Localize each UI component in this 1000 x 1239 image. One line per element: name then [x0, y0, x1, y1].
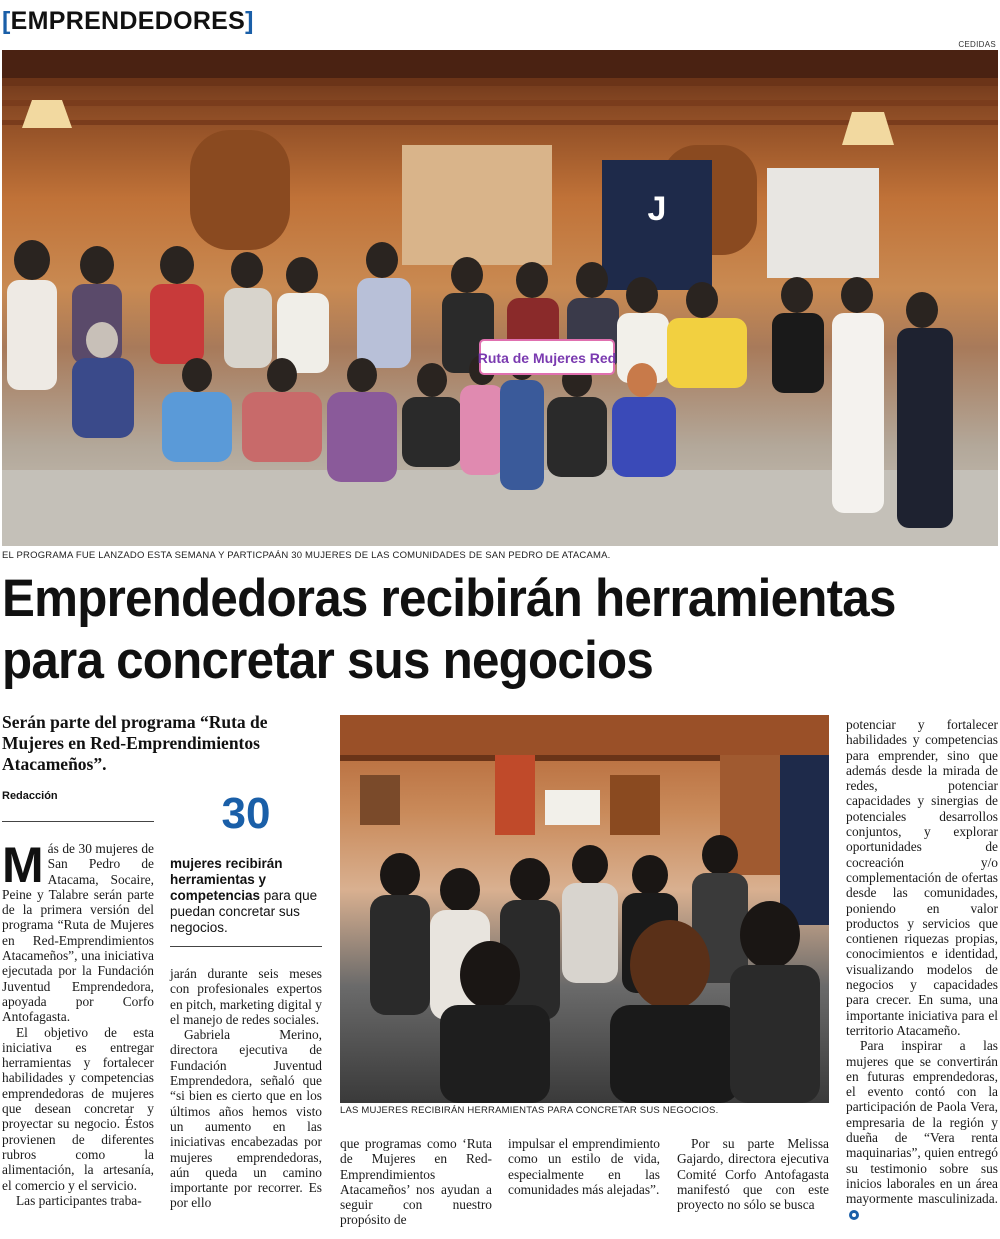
divider	[170, 946, 322, 947]
paragraph: potenciar y fortalecer habilidades y competencias para emprender, sino que además desde la mirada de redes, potenciar capacidades y sinergias de potenciales desarrollos conjuntos, y explorar oportunidades de cocreación y/o complementación de ofertas desde las comunidades, poniendo en valor productos y servicios que contienen riquezas propias, conocimientos e identidad, visualizando modelos de negocios y capacidades para crecer. En suma, una importante iniciativa para el territorio Atacameño.	[846, 717, 998, 1038]
article-column-1	[2, 837, 154, 1208]
divider	[2, 821, 154, 822]
section-tag	[2, 4, 254, 38]
paragraph: impulsar el emprendimiento como un estilo de vida, especialmente en las comunidades más alejadas”.	[508, 1136, 660, 1197]
article-column-6	[846, 717, 998, 1222]
paragraph: Por su parte Melissa Gajardo, directora ejecutiva Comité Corfo Antofagasta manifestó que con este proyecto no sólo se busca	[677, 1136, 829, 1213]
article-column-4	[508, 1136, 660, 1197]
subhead: Serán parte del programa “Ruta de Mujeres en Red-Emprendimientos Atacameños”.	[2, 712, 268, 774]
article-column-5	[677, 1136, 829, 1212]
article-column-2	[170, 966, 322, 1211]
paragraph: Gabriela Merino, directora ejecutiva de Fundación Juventud Emprendedora, señaló que “si bien es cierto que en los últimos años hemos visto un aumento en las iniciativas encabezadas por mujeres emprendedoras, aún queda un camino importante por recorrer. Es por ello	[170, 1027, 322, 1211]
audience-photo-illustration	[340, 715, 829, 1103]
photo-credit: CEDIDAS	[958, 40, 996, 49]
main-photo	[2, 50, 998, 546]
pull-quote-number: 30	[221, 789, 271, 838]
lamp-right-icon	[842, 112, 894, 145]
byline: Redacción	[2, 790, 58, 802]
group-photo-illustration	[2, 50, 998, 546]
paragraph: El objetivo de esta iniciativa es entregar herramientas y fortalecer habilidades y competencias emprendedoras de mujeres que desean concretar y proyectar su negocio. Éstos provienen de diferentes rubros como la alimentación, la artesanía, el comercio y el servicio.	[2, 1024, 154, 1193]
main-photo-caption: EL PROGRAMA FUE LANZADO ESTA SEMANA Y PARTICPAÁN 30 MUJERES DE LAS COMUNIDADES DE SAN PEDRO DE ATACAMA.	[2, 550, 611, 561]
paragraph: Las participantes traba-	[16, 1192, 142, 1208]
second-photo-caption: LAS MUJERES RECIBIRÁN HERRAMIENTAS PARA CONCRETAR SUS NEGOCIOS.	[340, 1105, 719, 1116]
second-photo	[340, 715, 829, 1103]
paragraph: que programas como ‘Ruta de Mujeres en Red-Emprendimientos Atacameños’ nos ayudan a seguir con nuestro propósito de	[340, 1136, 492, 1228]
drop-cap: M	[2, 837, 44, 893]
paragraph: jarán durante seis meses con profesionales expertos en pitch, marketing digital y el manejo de redes sociales.	[170, 966, 322, 1027]
paragraph	[846, 1038, 998, 1222]
pull-quote-bold: mujeres recibirán herramientas y competencias	[170, 856, 283, 903]
headline-line-1: Emprendedoras recibirán herramientas	[2, 569, 896, 628]
pull-quote-text	[170, 856, 322, 936]
pull-quote-rest: para que puedan concretar sus negocios.	[170, 888, 318, 935]
article-column-3	[340, 1136, 492, 1228]
ruta-sign-text: Ruta de Mujeres Red	[477, 350, 617, 366]
bracket-open: [	[2, 6, 11, 35]
headline	[2, 568, 928, 692]
end-of-article-icon	[849, 1210, 859, 1220]
paragraph	[2, 837, 154, 1025]
bracket-close: ]	[245, 6, 254, 35]
section-label: EMPRENDEDORES	[10, 6, 246, 35]
svg-text:J: J	[647, 190, 667, 228]
headline-line-2: para concretar sus negocios	[2, 631, 654, 690]
paragraph-text: ás de 30 mujeres de San Pedro de Atacama, Socaire, Peine y Talabre serán parte de la primera versión del programa “Ruta de Mujeres en Red-Emprendimientos Atacameños”, una iniciativa ejecutada por la Fundación Juventud Emprendedora, apoyada por Corfo Antofagasta.	[2, 841, 154, 1025]
paragraph-text: Para inspirar a las mujeres que se convertirán en futuras emprendedoras, el evento contó con la participación de Paola Vera, empresaria de la región y dueña de “Vera renta maquinarias”, quien entregó su testimonio sobre sus inicios laborales en un área mayormente masculinizada.	[846, 1038, 998, 1207]
